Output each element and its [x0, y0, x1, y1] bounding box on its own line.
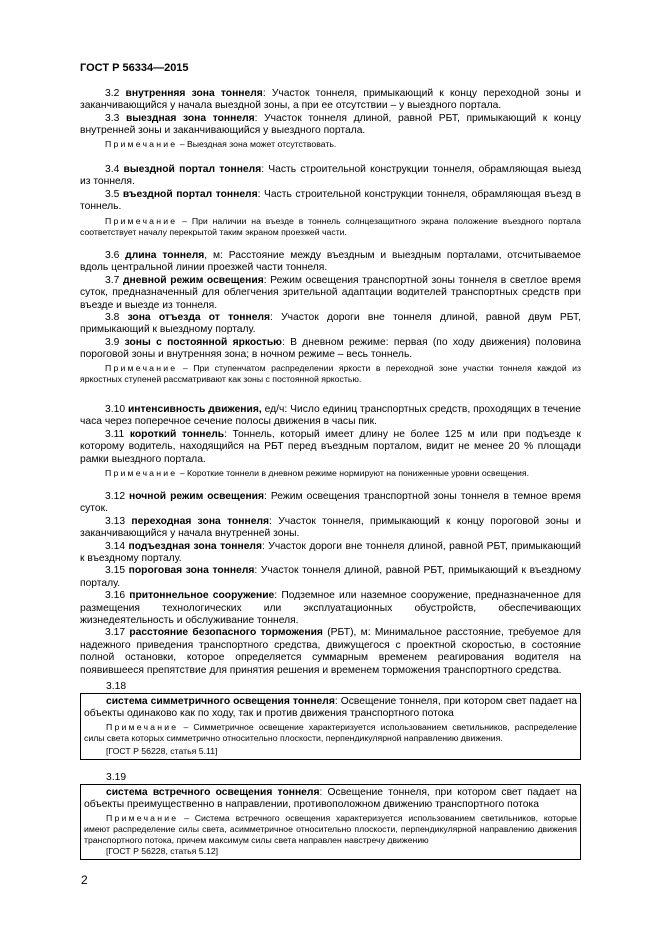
note-text: – Симметричное освещение характеризуется использованием светильников, распределение силы света которых симметрично относительно плоскости, перпендикулярной направлению движения. — [84, 722, 577, 744]
entry-definition: Расстояние между въездным и выездным порталами, отсчитываемое вдоль центральной линии проезжей части тоннеля. — [80, 250, 581, 274]
entry-term: система симметричного освещения тоннеля — [106, 696, 335, 707]
note-label: Примечание — [106, 722, 179, 733]
entry-definition: Подземное или наземное сооружение, предназначенное для размещения технологических или эксплуатационных обустройств, обеспечивающих жизнедеятельность и обслуживание тоннеля. — [80, 590, 581, 627]
entry-term: переходная зона тоннеля — [131, 515, 270, 527]
entry-sep: : — [261, 164, 265, 175]
entry-definition: Участок дороги вне тоннеля длиной, равной двум РБТ, примыкающий к выездному порталу. — [80, 312, 581, 336]
entry-term: длина тоннеля — [125, 250, 205, 261]
entry-sep: : — [334, 696, 338, 707]
entry-3-4 — [80, 164, 581, 189]
entry-number: 3.14 — [105, 540, 126, 552]
entry-number: 3.2 — [105, 88, 120, 99]
entry-sep: , м: — [204, 250, 223, 261]
entry-sep: : — [261, 540, 265, 552]
source-reference: [ГОСТ Р 56228, статья 5.12] — [106, 846, 219, 857]
entry-definition: Участок тоннеля, примыкающий к концу переходной зоны и заканчивающийся у начала выездной зоны, а при ее отсутствии – у выездного портала. — [80, 88, 581, 112]
entry-term: внутренняя зона тоннеля — [125, 88, 263, 99]
entry-number: 3.17 — [105, 627, 126, 639]
entry-term: подъездная зона тоннеля — [128, 540, 262, 552]
entry-term: интенсивность движения, — [127, 404, 262, 415]
note-label: Примечание — [105, 362, 178, 373]
entry-term: выездная зона тоннеля — [125, 113, 255, 124]
note-text: – Выездная зона может отсутствовать. — [177, 138, 337, 149]
note-text: – При ступенчатом распределении яркости в переходной зоне участки тоннеля каждой из яркостных ступеней рассматривают как зоны с постоянной яркостью. — [80, 362, 581, 384]
entry-sep: : — [263, 274, 267, 286]
entry-definition: Часть строительной конструкции тоннеля, обрамляющая выезд из тоннеля. — [80, 164, 581, 188]
entry-term: въездной портал тоннеля — [122, 189, 258, 200]
entry-term: дневной режим освещения — [122, 274, 264, 286]
page-number: 2 — [81, 873, 88, 887]
entry-sep: (РБТ), м: — [322, 627, 371, 639]
entry-sep: : — [270, 312, 273, 324]
entry-definition: Число единиц транспортных средств, проходящих в течение часа через поперечное сечение полосы движения в часы пик. — [80, 404, 581, 428]
entry-sep: : — [319, 787, 323, 798]
entry-number: 3.10 — [105, 404, 126, 415]
entry-term: ночной режим освещения — [129, 491, 265, 502]
entry-3-10 — [80, 404, 581, 479]
entry-definition: Освещение тоннеля, при котором свет падает на объекты преимущественно в направлении, противоположном движению транспортного потока — [84, 787, 577, 811]
note-text: – При наличии на въезде в тоннель солнцезащитного экрана положение въездного портала соответствует началу перекрытой таким экраном проезжей части. — [80, 215, 581, 237]
entry-number: 3.3 — [105, 113, 120, 124]
boxed-entry-3-18 — [80, 693, 581, 760]
note-label: Примечание — [106, 813, 179, 824]
entry-sep: : — [254, 565, 258, 577]
entry-3-6 — [80, 250, 581, 385]
entry-term: система встречного освещения тоннеля — [106, 787, 320, 798]
entry-3-12 — [80, 491, 581, 677]
entry-definition: Режим освещения транспортной зоны тоннеля в темное время суток. — [80, 491, 581, 515]
entry-definition: Участок тоннеля длиной, равной РБТ, примыкающий к въездному порталу. — [80, 565, 581, 589]
boxed-entry-3-19 — [80, 784, 581, 860]
entry-sep: : — [264, 491, 267, 502]
entry-number: 3.7 — [105, 274, 120, 286]
entry-sep: : — [281, 336, 285, 348]
note-label: Примечание — [105, 468, 178, 479]
entry-term: зона отъезда от тоннеля — [127, 312, 271, 324]
note-text: – Короткие тоннели в дневном режиме нормируют на пониженные уровни освещения. — [177, 468, 529, 479]
entry-3-5 — [80, 189, 581, 238]
entry-number: 3.19 — [106, 772, 127, 783]
entry-sep: : — [257, 189, 261, 200]
source-reference: [ГОСТ Р 56228, статья 5.11] — [106, 746, 218, 757]
entry-sep: : — [262, 88, 266, 99]
entry-number: 3.6 — [105, 250, 120, 261]
entry-sep: ед/ч: — [261, 404, 288, 415]
entry-term: выездной портал тоннеля — [123, 164, 262, 175]
entry-number: 3.16 — [105, 590, 126, 602]
entry-definition: Тоннель, который имеет длину не более 125 м или при подъезде к которому водитель, находящийся на РБТ перед въездным порталом, видит не менее 20 % площади рамки выездного портала. — [80, 428, 581, 465]
entry-3-3 — [80, 113, 581, 150]
entry-term: расстояние безопасного торможения — [129, 627, 323, 639]
entry-number: 3.5 — [105, 189, 120, 200]
entry-number: 3.18 — [106, 681, 127, 692]
entry-definition: Участок дороги вне тоннеля длиной, равной РБТ, примыкающий к въездному порталу. — [80, 540, 581, 565]
entry-number: 3.9 — [105, 336, 120, 348]
entry-number: 3.11 — [105, 428, 125, 440]
entry-sep: : — [254, 113, 258, 124]
entry-term: пороговая зона тоннеля — [128, 565, 255, 577]
entry-definition: Минимальное расстояние, требуемое для надежного приведения транспортного средства, движущегося с проектной скоростью, в состояние полной остановки, которое определяется суммарным временем реагирования водителя на появившееся препятствие для принятия решения и временем торможения транспортного средства. — [80, 627, 581, 676]
entry-definition: Часть строительной конструкции тоннеля, обрамляющая въезд в тоннель. — [80, 189, 581, 213]
entry-sep: : — [269, 515, 272, 527]
entry-definition: Участок тоннеля, примыкающий к концу пороговой зоны и заканчивающийся у начала внутренней зоны. — [80, 515, 581, 540]
entry-number: 3.13 — [105, 515, 126, 527]
entry-term: притоннельное сооружение — [129, 590, 275, 602]
entry-number: 3.15 — [105, 565, 126, 577]
note-label: Примечание — [105, 215, 178, 226]
entry-definition: Режим освещения транспортной зоны тоннеля в светлое время суток, предназначенный для облегчения зрительной адаптации водителей транспортных средств при въезде и выезде из тоннеля. — [80, 274, 581, 311]
entry-number: 3.8 — [105, 312, 120, 324]
entry-term: короткий тоннель — [129, 428, 225, 440]
note-label: Примечание — [105, 138, 178, 149]
entry-sep: : — [224, 428, 227, 440]
entry-number: 3.4 — [105, 164, 120, 175]
entry-number: 3.12 — [105, 491, 126, 502]
entry-definition: В дневном режиме: первая (по ходу движения) половина пороговой зоны и внутренняя зона; в ночном режиме – весь тоннель. — [80, 336, 581, 361]
entry-definition: Участок тоннеля длиной, равной РБТ, примыкающий к концу внутренней зоны и заканчивающийся у выездного портала. — [80, 113, 581, 137]
entry-term: зоны с постоянной яркостью — [124, 336, 282, 348]
entry-sep: : — [274, 590, 278, 602]
entry-definition: Освещение тоннеля, при котором свет падает на объекты одинаково как по ходу, так и против движения транспортного потока — [84, 696, 577, 720]
entry-3-2 — [80, 88, 581, 113]
document-header: ГОСТ Р 56334—2015 — [80, 62, 189, 74]
note-text: – Система встречного освещения характеризуется использованием светильников, которые имеют распределение силы света, асимметричное относительно плоскости, перпендикулярной направлению движения транспортного потока, причем максимум силы света направлен навстречу движению — [84, 813, 577, 846]
